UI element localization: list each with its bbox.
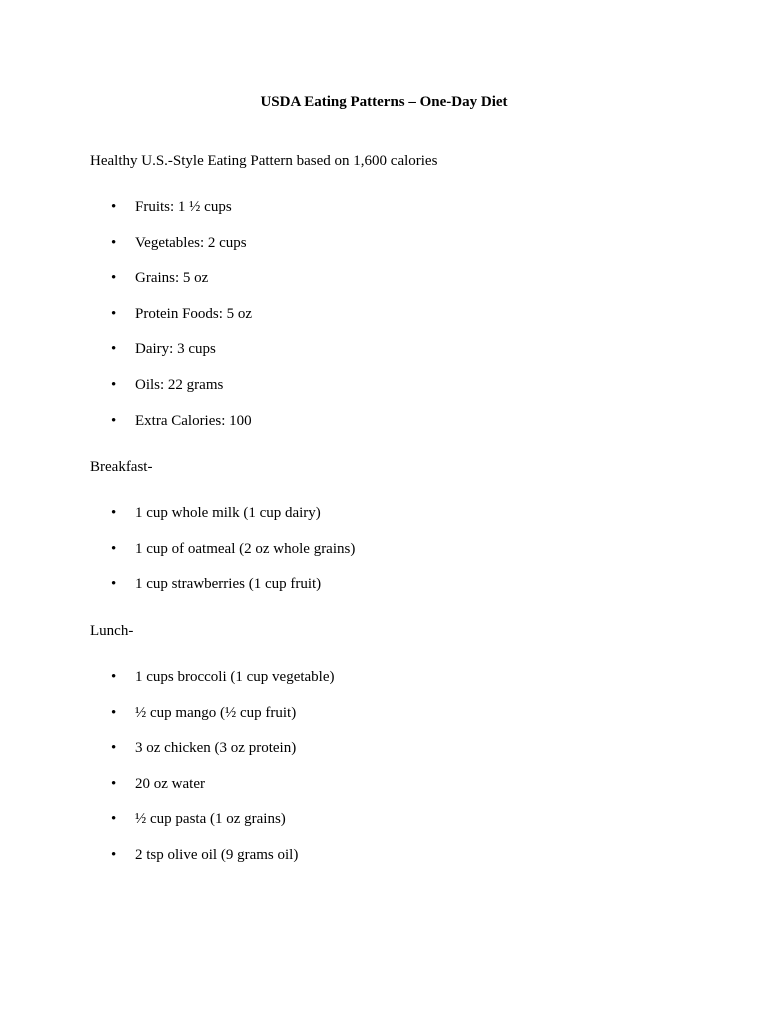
bullet-icon: • [111, 341, 117, 358]
list-item: • ½ cup mango (½ cup fruit) [111, 704, 297, 721]
document-title: USDA Eating Patterns – One-Day Diet [260, 94, 508, 110]
bullet-icon: • [111, 669, 117, 685]
list-item: • Grains: 5 oz [111, 270, 209, 287]
breakfast-heading: Breakfast- [90, 459, 153, 475]
list-item: • Vegetables: 2 cups [111, 234, 247, 251]
list-item: • Extra Calories: 100 [111, 412, 252, 429]
bullet-icon: • [111, 576, 117, 593]
bullet-icon: • [111, 811, 117, 828]
bullet-icon: • [111, 704, 117, 721]
list-item: • 1 cup strawberries (1 cup fruit) [111, 576, 322, 593]
list-item: • Protein Foods: 5 oz [111, 305, 253, 322]
eating-pattern-list [0, 197, 768, 446]
bullet-icon: • [111, 540, 117, 557]
bullet-icon: • [111, 376, 117, 393]
lunch-heading: Lunch- [90, 623, 134, 639]
intro-paragraph: Healthy U.S.-Style Eating Pattern based on 1,600 calories [90, 153, 438, 169]
bullet-icon: • [111, 234, 117, 251]
bullet-icon: • [111, 505, 117, 521]
list-item: • Oils: 22 grams [111, 376, 224, 393]
list-item: • 1 cups broccoli (1 cup vegetable) [111, 669, 335, 685]
list-item: • Dairy: 3 cups [111, 341, 216, 358]
list-item: • 1 cup whole milk (1 cup dairy) [111, 505, 321, 521]
bullet-icon: • [111, 305, 117, 322]
breakfast-list [0, 503, 768, 610]
bullet-icon: • [111, 775, 117, 792]
bullet-icon: • [111, 270, 117, 287]
bullet-icon: • [111, 846, 117, 863]
list-item: • Fruits: 1 ½ cups [111, 199, 232, 215]
bullet-icon: • [111, 199, 117, 215]
list-item: • 20 oz water [111, 775, 205, 792]
list-item: • 1 cup of oatmeal (2 oz whole grains) [111, 540, 356, 557]
bullet-icon: • [111, 740, 117, 757]
list-item: • 3 oz chicken (3 oz protein) [111, 740, 297, 757]
bullet-icon: • [111, 412, 117, 429]
list-item: • 2 tsp olive oil (9 grams oil) [111, 846, 299, 863]
lunch-list [0, 667, 768, 881]
list-item: • ½ cup pasta (1 oz grains) [111, 811, 286, 828]
